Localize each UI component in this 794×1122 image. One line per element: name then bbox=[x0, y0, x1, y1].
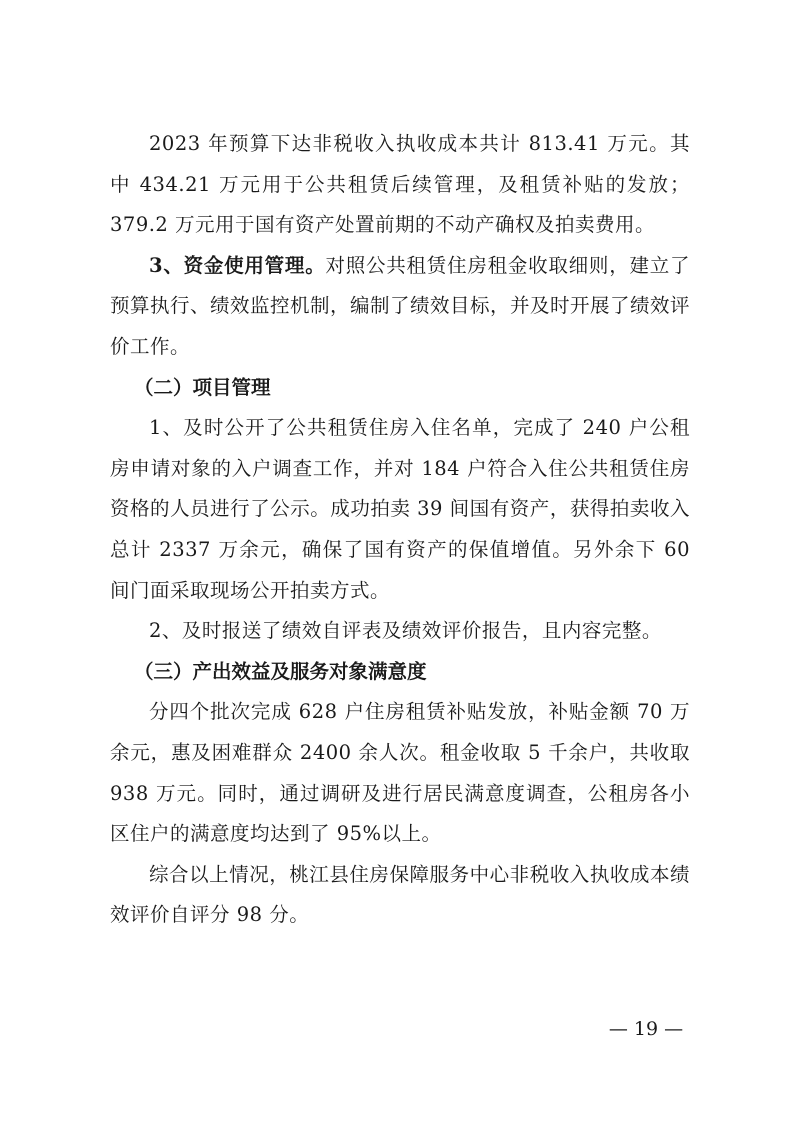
paragraph-fund-management bbox=[110, 246, 690, 368]
document-body bbox=[110, 124, 690, 936]
paragraph-budget: 2023 年预算下达非税收入执收成本共计 813.41 万元。其中 434.21 万元用于公共租赁后续管理，及租赁补贴的发放；379.2 万元用于国有资产处置前期的不动产确权及拍卖费用。 bbox=[110, 132, 690, 237]
section-heading-project-management: （二）项目管理 bbox=[134, 375, 271, 399]
section-heading-output-benefits: （三）产出效益及服务对象满意度 bbox=[134, 659, 427, 683]
paragraph-lead-fund-management: 3、资金使用管理。 bbox=[149, 253, 326, 277]
paragraph-project-1: 1、及时公开了公共租赁住房入住名单，完成了 240 户公租房申请对象的入户调查工作，并对 184 户符合入住公共租赁住房资格的人员进行了公示。成功拍卖 39 间国有资产，获得拍卖收入总计 2337 万余元，确保了国有资产的保值增值。另外余下 60 间门面采取现场公开拍卖方式。 bbox=[110, 416, 690, 602]
page-number: — 19 — bbox=[608, 1018, 684, 1040]
paragraph-conclusion: 综合以上情况，桃江县住房保障服务中心非税收入执收成本绩效评价自评分 98 分。 bbox=[110, 862, 690, 927]
paragraph-body-fund-management: 对照公共租赁住房租金收取细则，建立了预算执行、绩效监控机制，编制了绩效目标，并及时开展了绩效评价工作。 bbox=[110, 253, 691, 358]
paragraph-project-2: 2、及时报送了绩效自评表及绩效评价报告，且内容完整。 bbox=[149, 619, 662, 643]
paragraph-output: 分四个批次完成 628 户住房租赁补贴发放，补贴金额 70 万余元，惠及困难群众 2400 余人次。租金收取 5 千余户，共收取 938 万元。同时，通过调研及进行居民满意度调查，公租房各小区住户的满意度均达到了 95%以上。 bbox=[110, 700, 690, 846]
